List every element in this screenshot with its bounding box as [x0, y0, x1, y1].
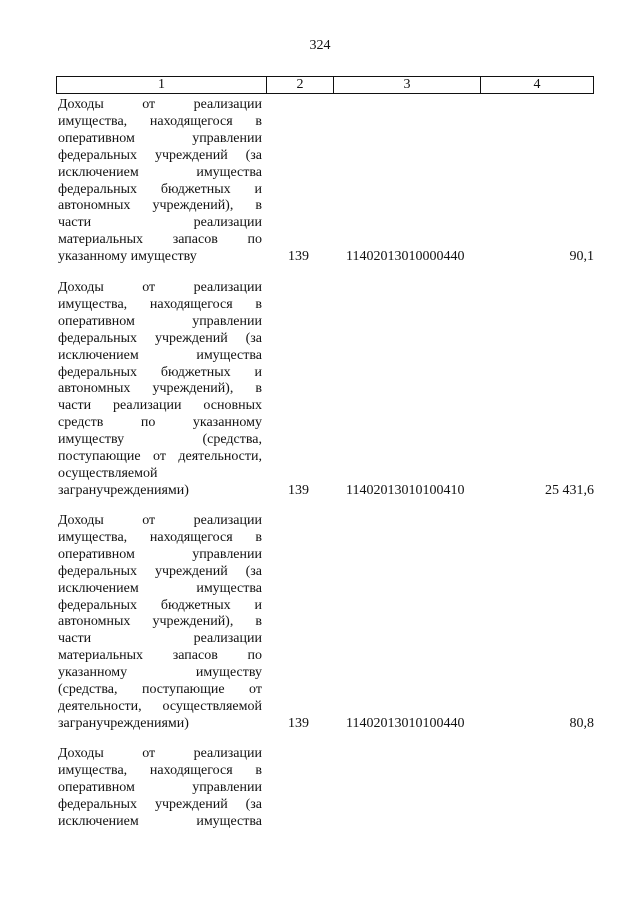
description-line: Доходы от реализации — [58, 746, 262, 761]
budget-classification-code: 11402013010000440 — [346, 249, 465, 264]
admin-code: 139 — [288, 249, 309, 264]
description-line: части реализации основных — [58, 398, 262, 414]
description-line: исключением имущества — [58, 347, 262, 363]
description-line: имущества, находящегося в — [58, 296, 262, 312]
amount: 90,1 — [569, 249, 594, 264]
description-line: федеральных бюджетных и — [58, 597, 262, 613]
description-line: федеральных учреждений (за — [58, 796, 262, 812]
description-line: федеральных бюджетных и — [58, 181, 262, 197]
description-line: загранучреждениями) — [58, 482, 189, 498]
description-line: исключением имущества — [58, 580, 262, 596]
description-line: материальных запасов по — [58, 648, 262, 664]
header-col-4: 4 — [533, 77, 541, 92]
description-line: имущества, находящегося в — [58, 762, 262, 778]
description-line: федеральных учреждений (за — [58, 330, 262, 346]
description-line: имущества, находящегося в — [58, 529, 262, 545]
income-description — [58, 513, 262, 733]
admin-code: 139 — [288, 483, 309, 498]
description-line: автономных учреждений), в — [58, 381, 262, 397]
description-line: федеральных учреждений (за — [58, 147, 262, 163]
description-line: загранучреждениями) — [58, 715, 189, 731]
description-line: оперативном управлении — [58, 130, 262, 146]
description-line: части реализации — [58, 215, 262, 231]
description-line: указанному имуществу — [58, 249, 197, 265]
description-line: автономных учреждений), в — [58, 198, 262, 214]
budget-classification-code: 11402013010100440 — [346, 716, 465, 731]
description-line: части реализации — [58, 631, 262, 647]
description-line: указанному имуществу — [58, 665, 262, 681]
description-line: оперативном управлении — [58, 779, 262, 795]
description-line: поступающие от деятельности, — [58, 449, 262, 465]
description-line: исключением имущества — [58, 164, 262, 180]
description-line: Доходы от реализации — [58, 97, 262, 112]
description-line: федеральных бюджетных и — [58, 364, 262, 380]
description-line: оперативном управлении — [58, 313, 262, 329]
budget-classification-code: 11402013010100410 — [346, 483, 465, 498]
income-description — [58, 280, 262, 500]
header-col-3: 3 — [334, 77, 481, 93]
amount: 25 431,6 — [545, 483, 594, 498]
description-line: автономных учреждений), в — [58, 614, 262, 630]
description-line: оперативном управлении — [58, 546, 262, 562]
description-line: средств по указанному — [58, 415, 262, 431]
description-line: деятельности, осуществляемой — [58, 698, 262, 714]
admin-code: 139 — [288, 716, 309, 731]
header-col-2: 2 — [267, 77, 334, 93]
description-line: Доходы от реализации — [58, 513, 262, 528]
description-line: материальных запасов по — [58, 232, 262, 248]
table-header-row — [56, 76, 594, 94]
description-line: (средства, поступающие от — [58, 682, 262, 698]
description-line: федеральных учреждений (за — [58, 563, 262, 579]
header-col-1: 1 — [57, 77, 267, 93]
description-line: исключением имущества — [58, 813, 262, 829]
income-description — [58, 746, 262, 831]
description-line: имущества, находящегося в — [58, 113, 262, 129]
page-number: 324 — [309, 38, 331, 53]
amount: 80,8 — [569, 716, 594, 731]
description-line: имуществу (средства, — [58, 432, 262, 448]
description-line: Доходы от реализации — [58, 280, 262, 295]
income-description — [58, 97, 262, 266]
description-line: осуществляемой — [58, 465, 158, 481]
